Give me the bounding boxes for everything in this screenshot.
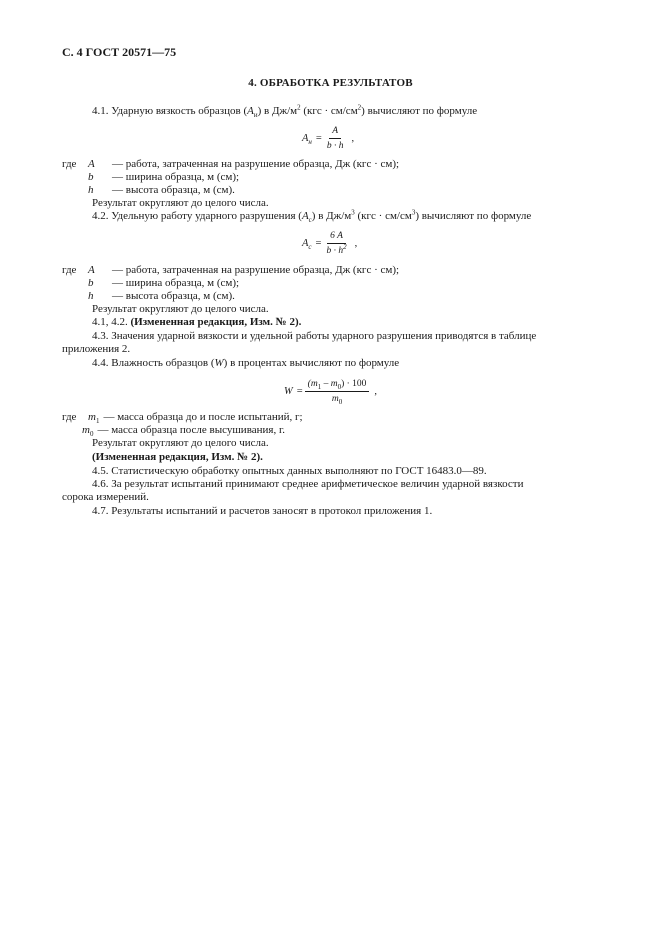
paragraph-4-7: 4.7. Результаты испытаний и расчетов заносят в протокол приложения 1. xyxy=(92,505,433,517)
paragraph-4-3: 4.3. Значения ударной вязкости и удельной работы ударного разрушения приводятся в таблице xyxy=(92,330,537,342)
paragraph-4-1: 4.1. Ударную вязкость образцов $(A_и)$ в $Дж/м^2$ $(кгс \cdot см/см^2)$ вычисляют по формуле xyxy=(92,103,478,120)
section-title: 4. ОБРАБОТКА РЕЗУЛЬТАТОВ xyxy=(248,77,413,89)
paragraph-4-2: 4.2. Удельную работу ударного разрушения $(A_с)$ в $Дж/м^3$ $(кгс \cdot см/см^3)$ вычисляют по формуле xyxy=(92,208,532,225)
formula-impact-strength: $A_н$ = $\frac{A}{b \cdot h}$ , xyxy=(302,126,355,151)
legend-row: где A — работа, затраченная на разрушение образца, Дж (кгс · см); xyxy=(62,264,400,276)
paragraph-4-6: 4.6. За результат испытаний принимают среднее арифметическое величин ударной вязкости xyxy=(92,478,524,490)
rounding-note: Результат округляют до целого числа. xyxy=(92,303,269,315)
paragraph-4-6-cont: сорока измерений. xyxy=(62,491,149,503)
formula-moisture: W = $\frac{(m_1 - m_0) \cdot 100}{m_0}$ , xyxy=(284,379,378,406)
page-header: С. 4 ГОСТ 20571—75 xyxy=(62,45,177,59)
legend-row: h — высота образца, м (см). xyxy=(88,290,235,302)
legend-row: $m_0$ — масса образца после высушивания, г. xyxy=(82,424,285,439)
legend-row: где $m_1$ — масса образца до и после испытаний, г; xyxy=(62,411,303,426)
amendment-note: (Измененная редакция, Изм. № 2). xyxy=(92,451,263,463)
legend-row: где A — работа, затраченная на разрушение образца, Дж (кгс · см); xyxy=(62,158,400,170)
paragraph-4-3-cont: приложения 2. xyxy=(62,343,131,355)
legend-row: b — ширина образца, м (см); xyxy=(88,277,240,289)
legend-row: h — высота образца, м (см). xyxy=(88,184,235,196)
legend-row: b — ширина образца, м (см); xyxy=(88,171,240,183)
amendment-note: 4.1, 4.2. (Измененная редакция, Изм. № 2). xyxy=(92,316,302,328)
paragraph-4-4: 4.4. Влажность образцов (W) в процентах вычисляют по формуле xyxy=(92,357,400,369)
formula-specific-work: $A_с$ = $\frac{6 A}{b \cdot h^2}$ , xyxy=(302,231,358,256)
rounding-note: Результат округляют до целого числа. xyxy=(92,197,269,209)
paragraph-4-5: 4.5. Статистическую обработку опытных данных выполняют по ГОСТ 16483.0—89. xyxy=(92,465,487,477)
rounding-note: Результат округляют до целого числа. xyxy=(92,437,269,449)
